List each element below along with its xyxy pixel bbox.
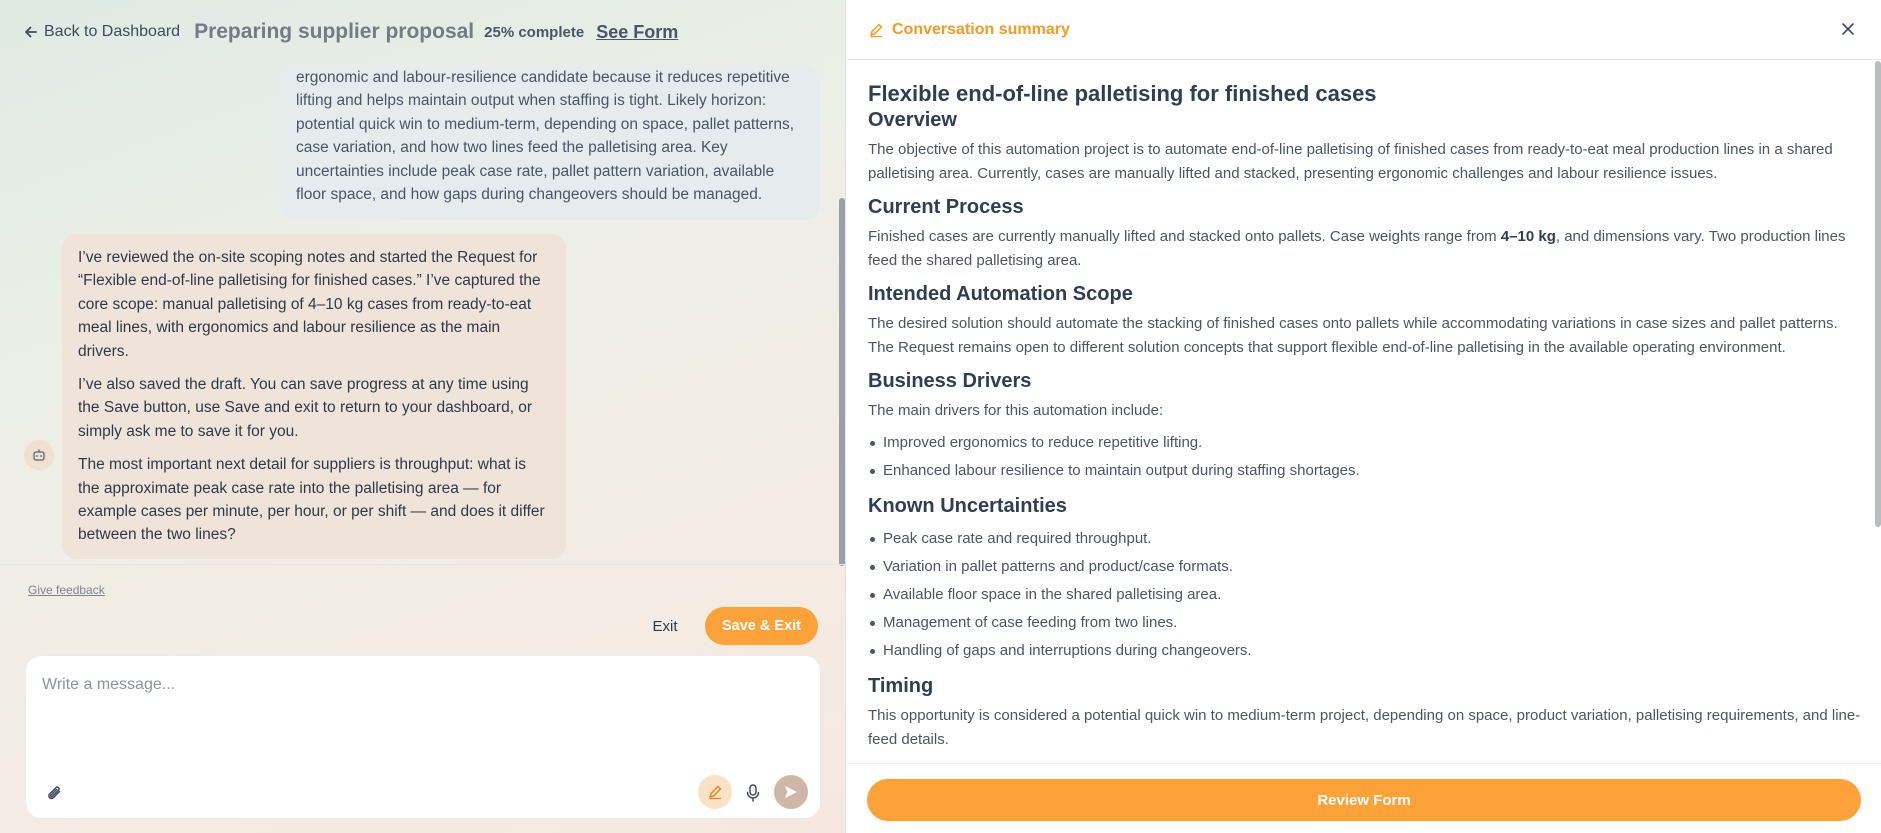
section-heading-drivers: Business Drivers bbox=[868, 370, 1032, 392]
summary-content[interactable] bbox=[847, 61, 1881, 763]
drivers-list bbox=[868, 429, 1861, 485]
top-bar bbox=[0, 0, 846, 64]
progress-text: 25% complete bbox=[484, 23, 585, 41]
list-item: Improved ergonomics to reduce repetitive lifting. bbox=[868, 429, 1861, 457]
save-and-exit-button[interactable]: Save & Exit bbox=[705, 607, 818, 645]
section-text-timing: This opportunity is considered a potential quick win to medium-term project, depending on space, product variation, palletising requirements, and line-feed details. bbox=[868, 707, 1861, 748]
current-text-part: Finished cases are currently manually lifted and stacked onto pallets. Case weights range from bbox=[868, 228, 1501, 245]
chat-scrollbar[interactable] bbox=[839, 198, 845, 566]
pen-icon bbox=[707, 784, 723, 800]
section-heading-scope: Intended Automation Scope bbox=[868, 283, 1133, 305]
assistant-message bbox=[62, 234, 566, 559]
divider bbox=[0, 564, 846, 565]
assistant-paragraph: I’ve also saved the draft. You can save progress at any time using the Save button, use Save and exit to return to your dashboard, or simply ask me to save it for you. bbox=[78, 376, 533, 440]
section-text-drivers: The main drivers for this automation include: bbox=[868, 402, 1164, 419]
assistant-paragraph: The most important next detail for suppliers is throughput: what is the approximate peak case rate into the palletising area — for example cases per minute, per hour, or per shift — and does it differ between the two lines? bbox=[78, 456, 545, 544]
back-to-dashboard-link[interactable] bbox=[24, 23, 180, 41]
list-item: Available floor space in the shared palletising area. bbox=[868, 581, 1861, 609]
section-text-overview: The objective of this automation project is to automate end-of-line palletising of finished cases from ready-to-eat meal production lines in a shared palletising area. Currently, cases are manually lifted and stacked, presenting ergonomic challenges and labour resilience issues. bbox=[868, 141, 1833, 182]
arrow-left-icon bbox=[24, 25, 38, 39]
chat-messages[interactable] bbox=[0, 64, 846, 564]
send-button[interactable] bbox=[774, 775, 808, 809]
mic-icon[interactable] bbox=[744, 783, 762, 803]
exit-button[interactable]: Exit bbox=[652, 617, 678, 635]
close-icon[interactable] bbox=[1840, 21, 1856, 37]
pen-icon bbox=[868, 22, 884, 38]
summary-header bbox=[847, 0, 1881, 60]
list-item: Management of case feeding from two lines. bbox=[868, 609, 1861, 637]
section-text-current-process bbox=[868, 225, 1861, 273]
summary-scrollbar[interactable] bbox=[1875, 61, 1881, 527]
page-title: Preparing supplier proposal bbox=[194, 20, 475, 43]
paperclip-icon[interactable] bbox=[45, 783, 65, 803]
case-weight-range: 4–10 kg bbox=[1500, 228, 1556, 245]
see-form-link[interactable]: See Form bbox=[596, 21, 679, 42]
message-input[interactable] bbox=[42, 670, 802, 700]
give-feedback-link[interactable]: Give feedback bbox=[28, 583, 105, 597]
chat-pane bbox=[0, 0, 846, 833]
user-message: ergonomic and labour-resilience candidate because it reduces repetitive lifting and helps maintain output when staffing is tight. Likely horizon: potential quick win to medium-term, depending on space, pallet patterns, case variation, and how two lines feed the palletising area. Key uncertainties include peak case rate, pallet pattern variation, available floor space, and how gaps during changeovers should be managed. bbox=[280, 64, 820, 220]
section-heading-current-process: Current Process bbox=[868, 196, 1024, 218]
summary-doc-title: Flexible end-of-line palletising for finished cases bbox=[868, 81, 1377, 106]
summary-pane bbox=[847, 0, 1881, 833]
pen-button[interactable] bbox=[698, 775, 732, 809]
uncertainties-list bbox=[868, 525, 1861, 665]
bot-icon bbox=[32, 448, 46, 462]
assistant-avatar bbox=[24, 440, 54, 470]
current-text-part: , and dimensions vary. Two production lines feed the shared palletising area. bbox=[868, 228, 1846, 269]
back-label: Back to Dashboard bbox=[44, 23, 181, 40]
send-icon bbox=[783, 784, 799, 800]
review-form-button[interactable]: Review Form bbox=[867, 779, 1861, 821]
section-heading-uncertainties: Known Uncertainties bbox=[868, 495, 1067, 517]
summary-footer bbox=[847, 763, 1881, 833]
summary-header-label: Conversation summary bbox=[892, 20, 1070, 38]
message-composer bbox=[25, 655, 821, 819]
list-item: Enhanced labour resilience to maintain output during staffing shortages. bbox=[868, 457, 1861, 485]
summary-title bbox=[868, 21, 1070, 39]
list-item: Handling of gaps and interruptions during changeovers. bbox=[868, 637, 1861, 665]
assistant-paragraph: I’ve reviewed the on-site scoping notes and started the Request for “Flexible end-of-line palletising for finished cases.” I’ve captured the core scope: manual palletising of 4–10 kg cases from ready-to-eat meal lines, with ergonomics and labour resilience as the main drivers. bbox=[78, 249, 541, 360]
list-item: Peak case rate and required throughput. bbox=[868, 525, 1861, 553]
section-text-scope: The desired solution should automate the stacking of finished cases onto pallets while accommodating variations in case sizes and pallet patterns. The Request remains open to different solution concepts that support flexible end-of-line palletising in the available operating environment. bbox=[868, 315, 1838, 356]
section-heading-timing: Timing bbox=[868, 675, 934, 697]
section-heading-overview: Overview bbox=[868, 109, 957, 131]
list-item: Variation in pallet patterns and product/case formats. bbox=[868, 553, 1861, 581]
